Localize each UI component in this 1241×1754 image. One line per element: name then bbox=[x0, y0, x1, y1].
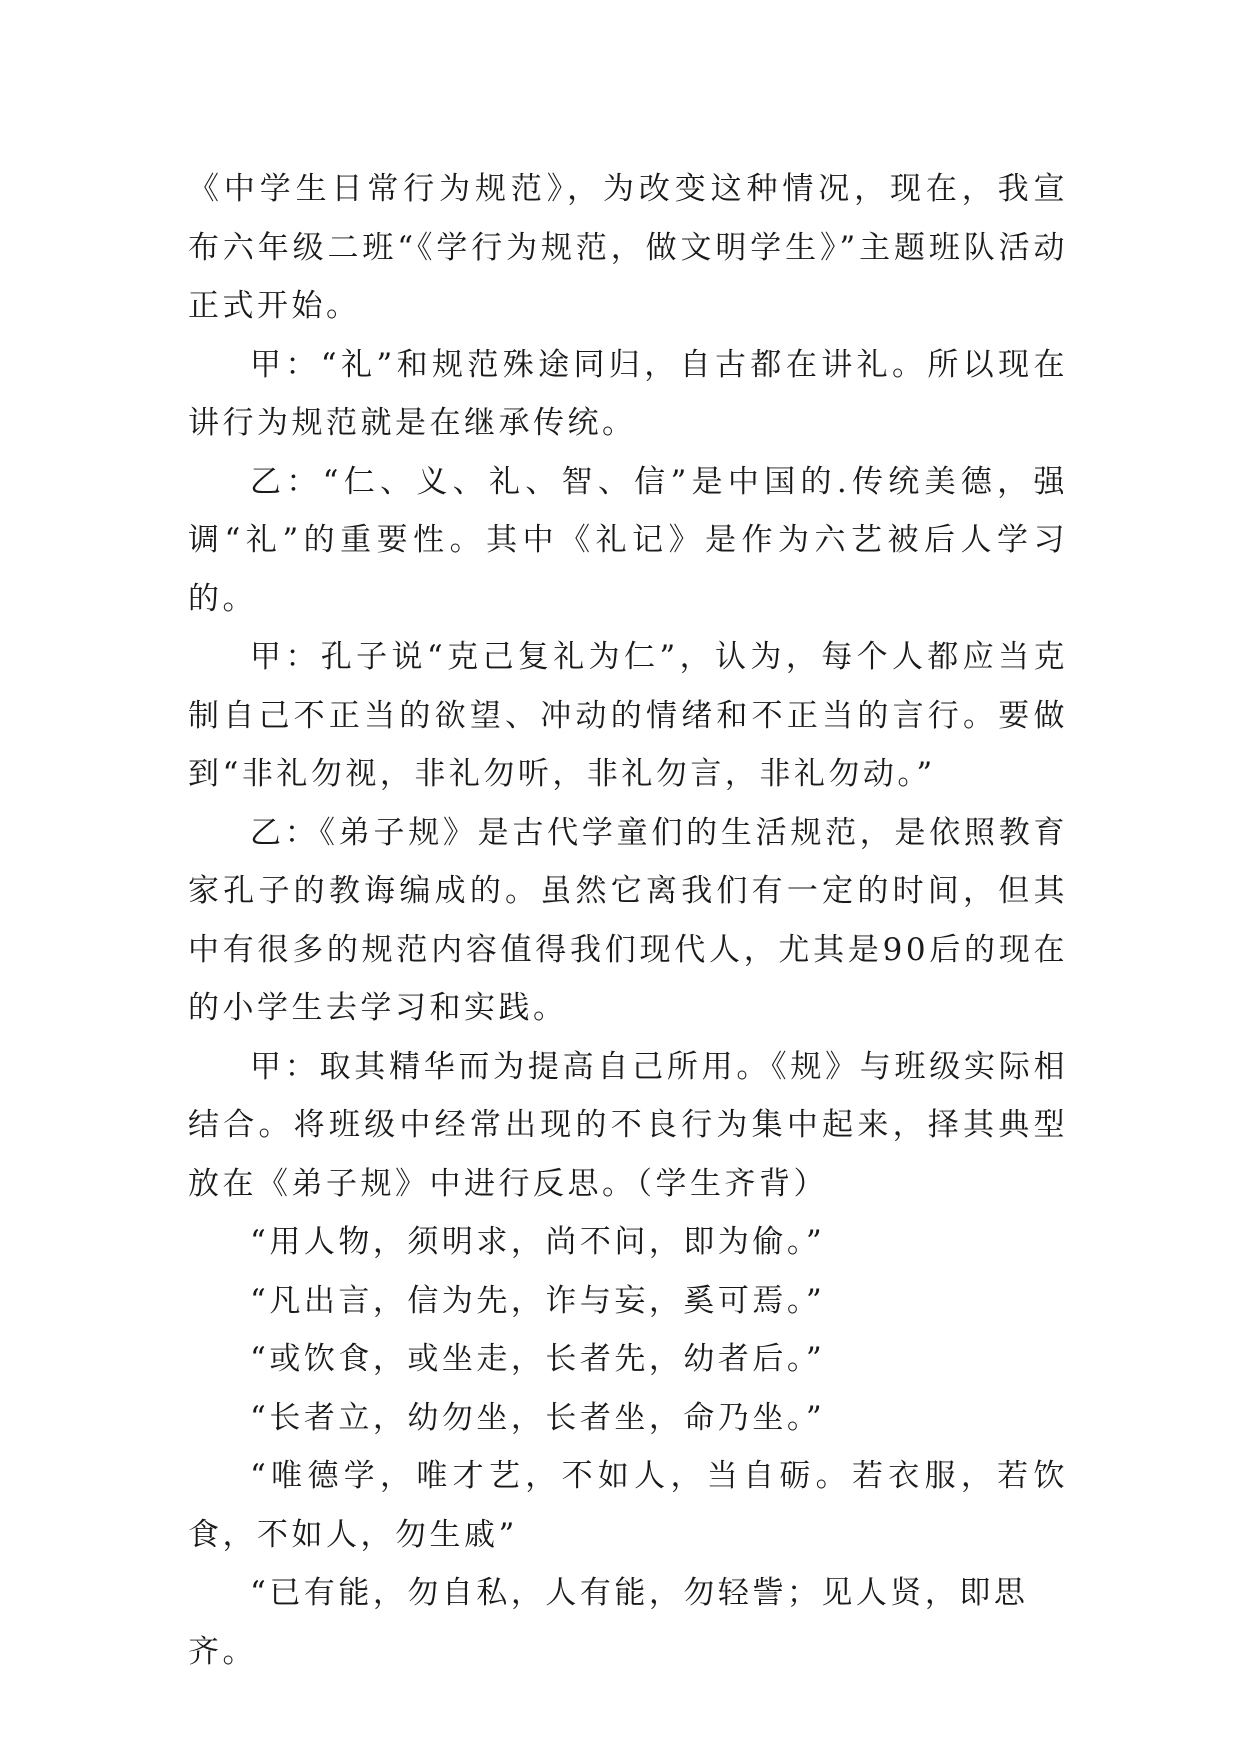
paragraph-intro: 《中学生日常行为规范》，为改变这种情况，现在，我宣布六年级二班“《学行为规范，做文明学生》”主题班队活动正式开始。 bbox=[188, 171, 1068, 324]
verse-line-4: “长者立，幼勿坐，长者坐，命乃坐。” bbox=[250, 1399, 826, 1436]
paragraph-yi-1: 乙：“仁、义、礼、智、信”是中国的.传统美德，强调“礼”的重要性。其中《礼记》是作为六艺被后人学习的。 bbox=[188, 463, 1068, 617]
paragraph-jia-3: 甲：取其精华而为提高自己所用。《规》与班级实际相结合。将班级中经常出现的不良行为集中起来，择其典型放在《弟子规》中进行反思。（学生齐背） bbox=[188, 1048, 1068, 1202]
document-body bbox=[188, 160, 1068, 1681]
verse-line-6: “已有能，勿自私，人有能，勿轻訾；见人贤，即思齐。 bbox=[188, 1575, 1029, 1670]
paragraph-jia-2: 甲：孔子说“克己复礼为仁”，认为，每个人都应当克制自己不正当的欲望、冲动的情绪和不正当的言行。要做到“非礼勿视，非礼勿听，非礼勿言，非礼勿动。” bbox=[188, 639, 1068, 792]
verse-line-5: “唯德学，唯才艺，不如人，当自砺。若衣服，若饮食，不如人，勿生戚” bbox=[188, 1458, 1068, 1553]
paragraph-yi-2: 乙：《弟子规》是古代学童们的生活规范，是依照教育家孔子的教诲编成的。虽然它离我们有一定的时间，但其中有很多的规范内容值得我们现代人，尤其是90后的现在的小学生去学习和实践。 bbox=[188, 814, 1068, 1026]
verse-line-3: “或饮食，或坐走，长者先，幼者后。” bbox=[250, 1341, 826, 1377]
verse-line-1: “用人物，须明求，尚不问，即为偷。” bbox=[250, 1224, 826, 1260]
paragraph-jia-1: 甲：“礼”和规范殊途同归，自古都在讲礼。所以现在讲行为规范就是在继承传统。 bbox=[188, 346, 1068, 441]
verse-line-2: “凡出言，信为先，诈与妄，奚可焉。” bbox=[250, 1282, 826, 1319]
